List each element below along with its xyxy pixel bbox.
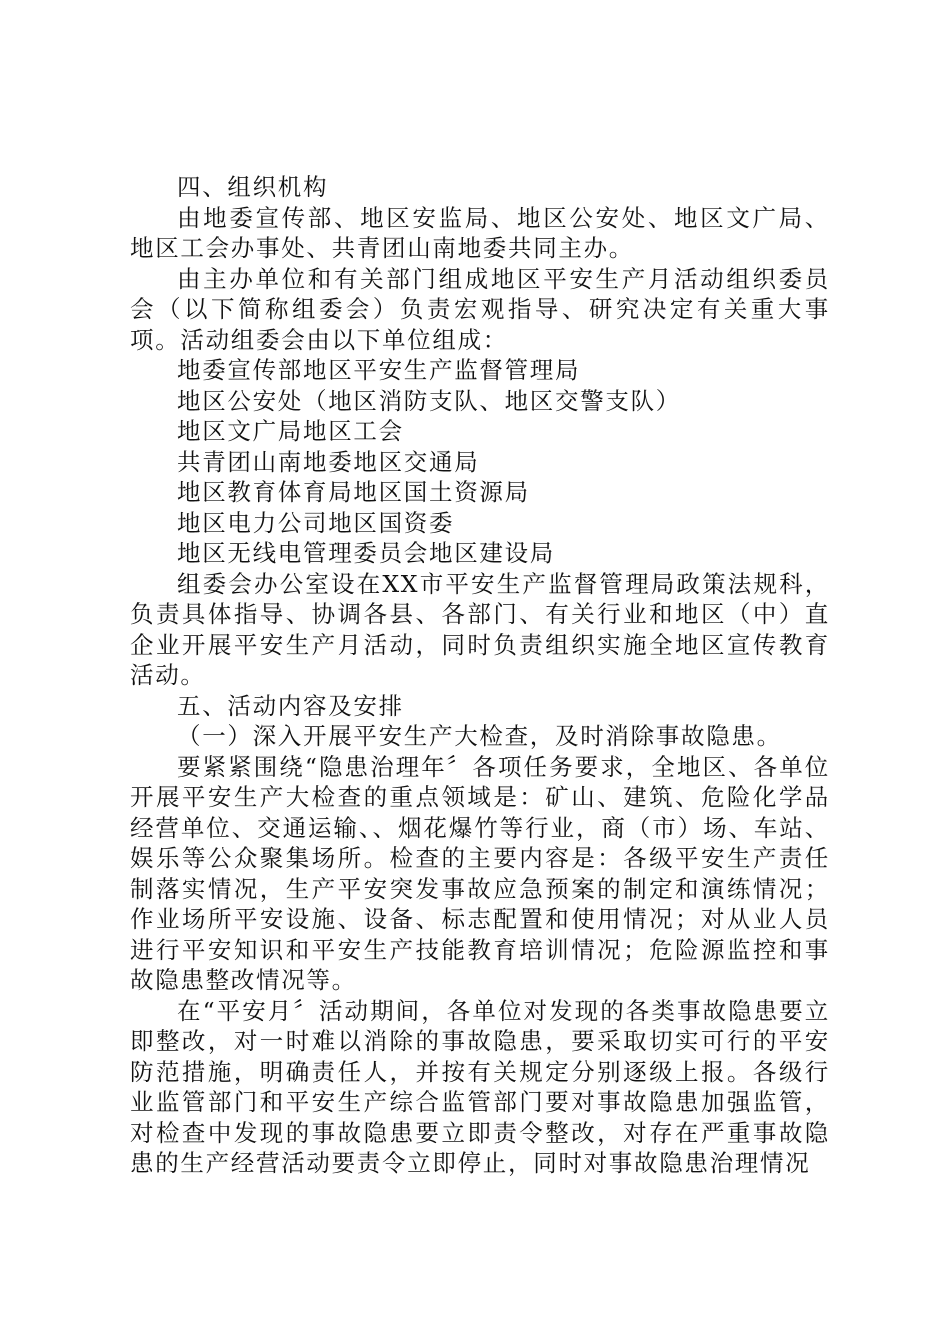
unit-list-item: 地区无线电管理委员会地区建设局 <box>177 539 555 567</box>
paragraph-inspection-scope: 要紧紧围绕“隐患治理年〞各项任务要求，全地区、各单位开展平安生产大检查的重点领域是：矿山、建筑、危险化学品经营单位、交通运输、、烟花爆竹等行业，商（市）场、车站、娱乐等公众聚集场所。检查的主要内容是：各级平安生产责任制落实情况，生产平安突发事故应急预案的制定和演练情况；作业场所平安设施、设备、标志配置和使用情况；对从业人员进行平安知识和平安生产技能教育培训情况；危险源监控和事故隐患整改情况等。 <box>130 752 830 994</box>
paragraph-committee: 由主办单位和有关部门组成地区平安生产月活动组织委员会（以下简称组委会）负责宏观指导、研究决定有关重大事项。活动组委会由以下单位组成： <box>130 264 830 354</box>
paragraph-committee-office: 组委会办公室设在XX市平安生产监督管理局政策法规科，负责具体指导、协调各县、各部门、有关行业和地区（中）直企业开展平安生产月活动，同时负责组织实施全地区宣传教育活动。 <box>130 569 830 689</box>
unit-list-item: 地委宣传部地区平安生产监督管理局 <box>177 356 581 384</box>
paragraph-hazard-rectification: 在“平安月〞活动期间，各单位对发现的各类事故隐患要立即整改，对一时难以消除的事故隐患，要采取切实可行的平安防范措施，明确责任人，并按有关规定分别逐级上报。各级行业监管部门和平安生产综合监管部门要对事故隐患加强监管，对检查中发现的事故隐患要立即责令整改，对存在严重事故隐患的生产经营活动要责令立即停止，同时对事故隐患治理情况 <box>130 996 830 1177</box>
body-text <box>130 172 830 1179</box>
unit-list-item: 地区文广局地区工会 <box>177 417 404 445</box>
paragraph-organizers: 由地委宣传部、地区安监局、地区公安处、地区文广局、地区工会办事处、共青团山南地委共同主办。 <box>130 203 830 262</box>
unit-list-item: 地区电力公司地区国资委 <box>177 508 455 537</box>
unit-list-item: 地区公安处（地区消防支队、地区交警支队） <box>177 386 681 415</box>
unit-list-item: 共青团山南地委地区交通局 <box>177 447 480 476</box>
subsection-heading-inspection: （一）深入开展平安生产大检查，及时消除事故隐患。 <box>177 722 782 750</box>
section-heading-activities: 五、活动内容及安排 <box>177 691 404 720</box>
unit-list-item: 地区教育体育局地区国土资源局 <box>177 478 530 506</box>
section-heading-organization: 四、组织机构 <box>177 173 329 201</box>
